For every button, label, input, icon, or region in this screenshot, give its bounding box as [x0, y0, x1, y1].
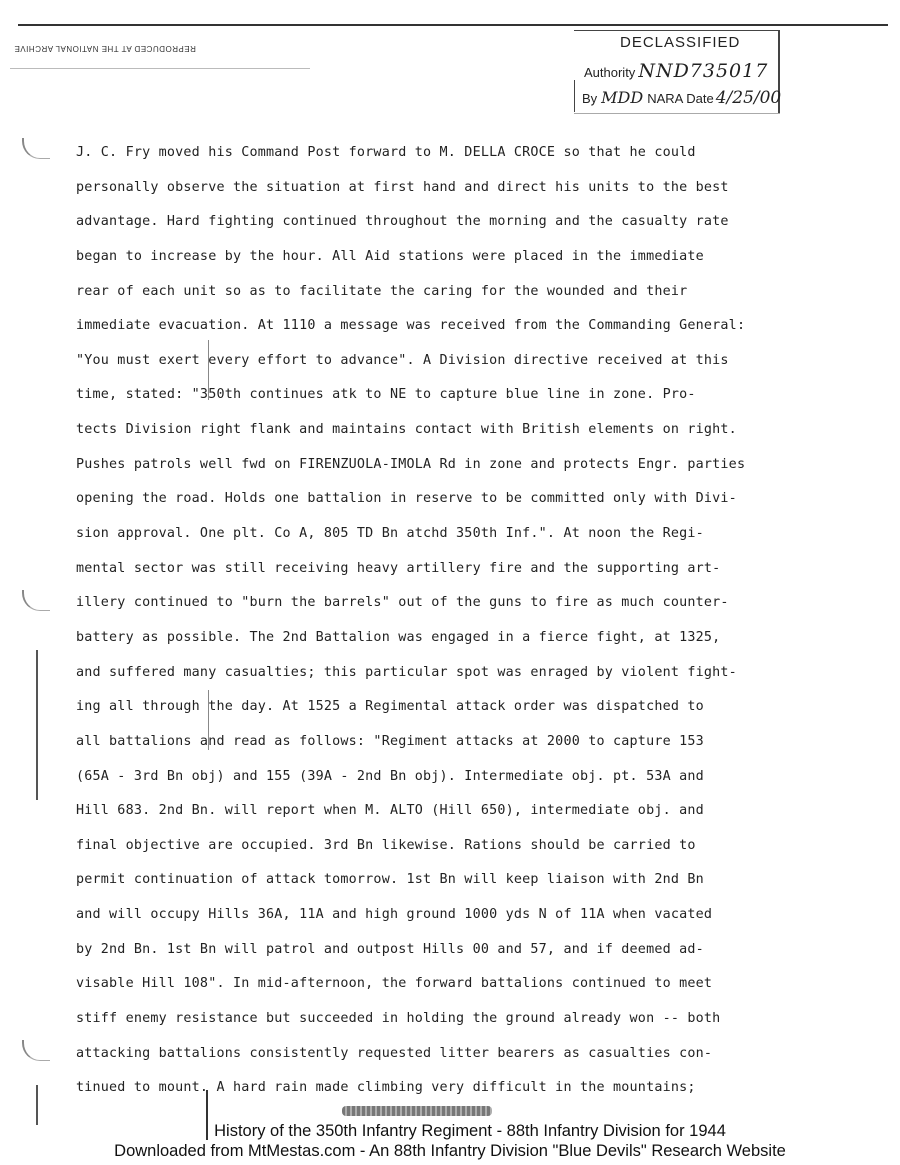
text-line: visable Hill 108". In mid-afternoon, the forward battalions continued to meet	[76, 976, 713, 992]
stamp-authority-label: Authority	[584, 65, 636, 80]
text-line: time, stated: "350th continues atk to NE to capture blue line in zone. Pro-	[76, 387, 696, 403]
text-line: ing all through the day. At 1525 a Regimental attack order was dispatched to	[76, 699, 704, 715]
punch-hole-top	[22, 138, 50, 159]
left-margin-line-lower	[36, 1085, 38, 1125]
text-line: illery continued to "burn the barrels" out of the guns to fire as much counter-	[76, 595, 729, 611]
text-line: J. C. Fry moved his Command Post forward to M. DELLA CROCE so that he could	[76, 145, 696, 160]
stamp-by-line	[582, 88, 781, 108]
text-line: (65A - 3rd Bn obj) and 155 (39A - 2nd Bn obj). Intermediate obj. pt. 53A and	[76, 768, 704, 784]
text-line: and suffered many casualties; this particular spot was enraged by violent fight-	[76, 664, 737, 680]
text-line: permit continuation of attack tomorrow. 1st Bn will keep liaison with 2nd Bn	[76, 872, 704, 888]
stamp-by-label: By	[582, 91, 598, 106]
top-rule	[18, 24, 888, 26]
text-line: rear of each unit so as to facilitate the caring for the wounded and their	[76, 283, 688, 299]
stamp-date-value: 4/25/00	[715, 88, 782, 108]
stamp-authority-value: NND735017	[638, 60, 769, 82]
text-line: all battalions and read as follows: "Regiment attacks at 2000 to capture 153	[76, 733, 704, 749]
punch-hole-middle	[22, 590, 50, 611]
text-line: opening the road. Holds one battalion in reserve to be committed only with Divi-	[76, 491, 737, 507]
stamp-border-top	[574, 30, 780, 31]
punch-hole-bottom	[22, 1040, 50, 1061]
text-line: final objective are occupied. 3rd Bn likewise. Rations should be carried to	[76, 837, 696, 853]
text-line: "You must exert every effort to advance". A Division directive received at this	[76, 352, 729, 368]
text-line: Hill 683. 2nd Bn. will report when M. ALTO (Hill 650), intermediate obj. and	[76, 803, 704, 819]
stamp-nara-label: NARA Date	[647, 91, 714, 106]
top-rule-shadow	[10, 68, 310, 69]
footer-history-title: History of the 350th Infantry Regiment - 88th Infantry Division for 1944	[214, 1122, 726, 1140]
text-line: by 2nd Bn. 1st Bn will patrol and outpost Hills 00 and 57, and if deemed ad-	[76, 941, 704, 957]
text-line: and will occupy Hills 36A, 11A and high ground 1000 yds N of 11A when vacated	[76, 907, 713, 923]
stamp-by-value: MDD	[601, 88, 644, 107]
left-margin-line	[36, 650, 38, 800]
text-line: immediate evacuation. At 1110 a message was received from the Commanding General:	[76, 318, 746, 334]
stamp-border-bottom	[574, 113, 780, 114]
footer-redaction-smudge	[342, 1106, 492, 1116]
text-line: battery as possible. The 2nd Battalion was engaged in a fierce fight, at 1325,	[76, 629, 721, 645]
text-line: Pushes patrols well fwd on FIRENZUOLA-IMOLA Rd in zone and protects Engr. parties	[76, 456, 746, 472]
mirrored-archive-stamp: REPRODUCED AT THE NATIONAL ARCHIVE	[14, 44, 196, 53]
declassified-stamp	[574, 30, 780, 114]
text-line: stiff enemy resistance but succeeded in holding the ground already won -- both	[76, 1011, 721, 1027]
text-line: sion approval. One plt. Co A, 805 TD Bn atchd 350th Inf.". At noon the Regi-	[76, 526, 704, 542]
text-line: personally observe the situation at first hand and direct his units to the best	[76, 179, 729, 195]
stamp-authority	[584, 60, 768, 82]
body-text	[76, 136, 776, 1106]
text-line: began to increase by the hour. All Aid stations were placed in the immediate	[76, 248, 704, 264]
footer-download-source: Downloaded from MtMestas.com - An 88th Infantry Division "Blue Devils" Research Website	[114, 1142, 786, 1160]
stamp-title: DECLASSIFIED	[620, 34, 741, 51]
text-line: mental sector was still receiving heavy artillery fire and the supporting art-	[76, 560, 721, 576]
text-line: advantage. Hard fighting continued throughout the morning and the casualty rate	[76, 214, 729, 230]
text-line: tinued to mount. A hard rain made climbing very difficult in the mountains;	[76, 1080, 696, 1096]
text-line: attacking battalions consistently requested litter bearers as casualties con-	[76, 1045, 713, 1061]
text-line: tects Division right flank and maintains contact with British elements on right.	[76, 422, 737, 438]
stamp-border-left	[574, 80, 575, 112]
